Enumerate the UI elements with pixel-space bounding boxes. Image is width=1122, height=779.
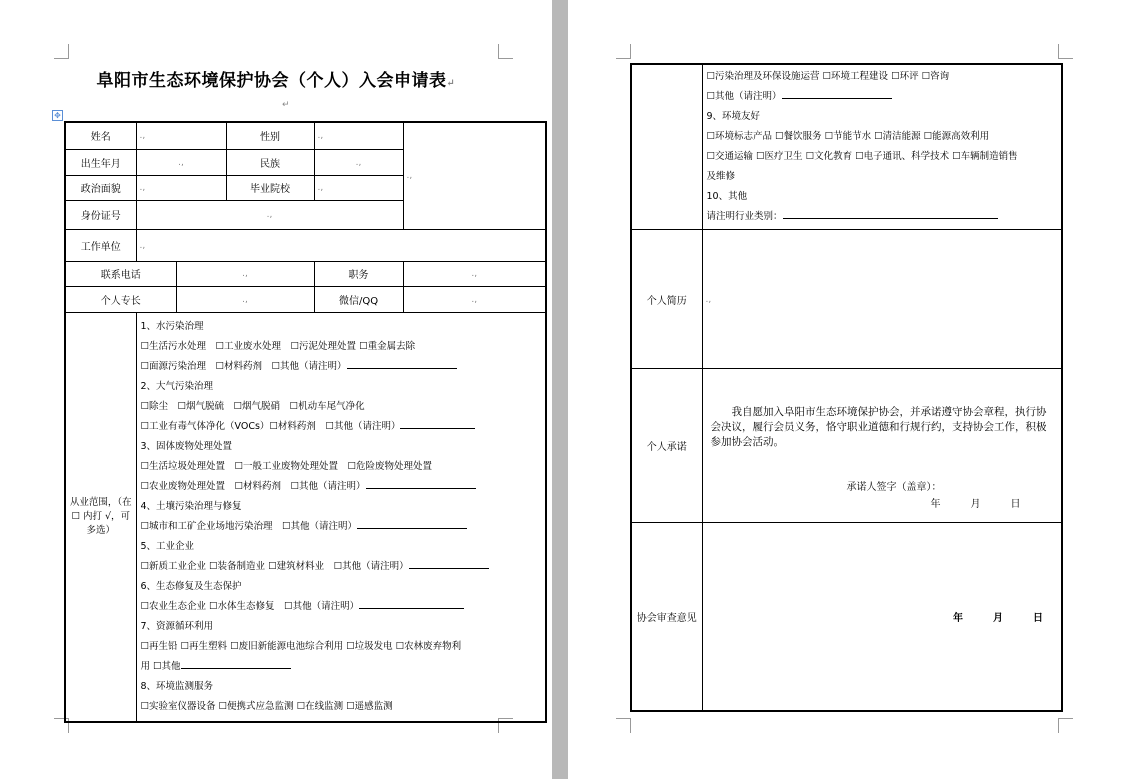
commitment-text: 我自愿加入阜阳市生态环境保护协会，并承诺遵守协会章程，执行协会决议，履行会员义务，恪守职业道德和行规行约，支持协会工作，积极参加协会活动。 [710,406,1047,448]
application-form-table [64,121,547,723]
name-label: 姓名 [65,122,136,149]
crop-mark [616,718,631,733]
crop-mark [616,44,631,59]
scope-option-line[interactable]: ☐生活污水处理 ☐工业废水处理 ☐污泥处理处置 ☐重金属去除 [140,340,416,352]
fill-in-blank[interactable] [783,208,998,219]
crop-mark [1058,718,1073,733]
scope-option-line[interactable]: ☐污染治理及环保设施运营 ☐环境工程建设 ☐环评 ☐咨询 [706,71,950,82]
political-field[interactable]: ., [136,175,226,200]
scope-option-line[interactable]: 10、其他 [706,191,748,202]
scope-option-line[interactable]: 2、大气污染治理 [140,380,214,392]
commitment-field[interactable] [702,369,1062,523]
scope-options[interactable] [136,312,546,722]
school-label: 毕业院校 [226,175,314,200]
scope-option-line[interactable]: ☐实验室仪器设备 ☐便携式应急监测 ☐在线监测 ☐遥感监测 [140,700,393,712]
fill-in-blank[interactable] [181,658,291,669]
scope-option-line[interactable]: 及维修 [706,171,736,182]
scope-options-continued[interactable] [702,64,1062,230]
scope-option-line[interactable]: ☐环境标志产品 ☐餐饮服务 ☐节能节水 ☐清洁能源 ☐能源高效利用 [706,131,990,142]
resume-field[interactable]: ., [702,230,1062,369]
resume-label: 个人简历 [631,230,702,369]
commitment-date: 年 月 日 [930,499,1021,510]
political-label: 政治面貌 [65,175,136,200]
scope-option-line[interactable]: 6、生态修复及生态保护 [140,580,242,592]
fill-in-blank[interactable] [782,88,892,99]
gender-field[interactable]: ., [314,122,403,149]
wechat-label: 微信/QQ [314,286,403,312]
review-label: 协会审查意见 [631,523,702,711]
scope-option-line[interactable]: ☐新质工业企业 ☐装备制造业 ☐建筑材料业 ☐其他（请注明） [141,557,542,577]
scope-option-line[interactable]: ☐再生铅 ☐再生塑料 ☐废旧新能源电池综合利用 ☐垃圾发电 ☐农林废弃物利 [140,640,462,652]
scope-option-line[interactable]: ☐面源污染治理 ☐材料药剂 ☐其他（请注明） [141,357,542,377]
review-field[interactable] [702,523,1062,711]
position-label: 职务 [314,261,403,286]
scope-option-line[interactable]: 8、环境监测服务 [140,680,214,692]
scope-option-line[interactable]: ☐农业生态企业 ☐水体生态修复 ☐其他（请注明） [141,597,542,617]
school-field[interactable]: ., [314,175,403,200]
id-label: 身份证号 [65,200,136,229]
scope-option-line[interactable]: 3、固体废物处理处置 [140,440,233,452]
fill-in-blank[interactable] [409,558,489,569]
fill-in-blank[interactable] [357,518,467,529]
scope-continued-label [631,64,702,230]
birth-label: 出生年月 [65,149,136,175]
photo-cell[interactable]: ., [403,122,546,229]
scope-label: 从业范围，（在 ☐ 内打 √，可多选） [65,312,136,722]
position-field[interactable]: ., [403,261,546,286]
wechat-field[interactable]: ., [403,286,546,312]
scope-option-line[interactable]: ☐生活垃圾处理处置 ☐一般工业废物处理处置 ☐危险废物处理处置 [140,460,433,472]
scope-option-line[interactable]: ☐城市和工矿企业场地污染治理 ☐其他（请注明） [141,517,542,537]
paragraph-mark: ↵ [282,100,290,110]
id-field[interactable]: ., [136,200,403,229]
name-field[interactable]: ., [136,122,226,149]
scope-option-line[interactable]: 请注明行业类别： [707,207,1058,227]
work-label: 工作单位 [65,229,136,261]
ethnicity-label: 民族 [226,149,314,175]
document-page-2 [568,0,1122,779]
page-title: 阜阳市生态环境保护协会（个人）入会申请表↵ [96,71,456,91]
work-field[interactable]: ., [136,229,546,261]
scope-option-line[interactable]: ☐农业废物处理处置 ☐材料药剂 ☐其他（请注明） [141,477,542,497]
scope-options-continued-list [707,67,1058,227]
scope-option-line[interactable]: 4、土壤污染治理与修复 [140,500,242,512]
gender-label: 性别 [226,122,314,149]
phone-label: 联系电话 [65,261,176,286]
specialty-field[interactable]: ., [176,286,314,312]
scope-option-line[interactable]: ☐工业有毒气体净化（VOCs）☐材料药剂 ☐其他（请注明） [141,417,542,437]
document-page-1 [0,0,552,779]
page-gap [552,0,568,779]
scope-option-line[interactable]: 1、水污染治理 [140,320,204,332]
scope-option-line[interactable]: 9、环境友好 [706,111,761,122]
scope-option-line[interactable]: 用 ☐其他 [141,657,542,677]
fill-in-blank[interactable] [347,358,457,369]
table-move-handle-icon[interactable]: ✥ [52,110,63,121]
ethnicity-field[interactable]: ., [314,149,403,175]
review-date: 年 月 日 [953,612,1043,624]
scope-option-line[interactable]: 7、资源循环利用 [140,620,214,632]
crop-mark [54,44,69,59]
specialty-label: 个人专长 [65,286,176,312]
scope-option-line[interactable]: ☐除尘 ☐烟气脱硫 ☐烟气脱硝 ☐机动车尾气净化 [140,400,365,412]
fill-in-blank[interactable] [359,598,464,609]
crop-mark [498,44,513,59]
scope-option-line[interactable]: ☐交通运输 ☐医疗卫生 ☐文化教育 ☐电子通讯、科学技术 ☐车辆制造销售 [706,151,1018,162]
crop-mark [1058,44,1073,59]
signature-line: 承诺人签字（盖章）： [846,482,942,493]
scope-option-line[interactable]: 5、工业企业 [140,540,195,552]
birth-field[interactable]: ., [136,149,226,175]
scope-option-line[interactable]: ☐其他（请注明） [707,87,1058,107]
application-form-table-continued [630,63,1063,712]
fill-in-blank[interactable] [400,418,475,429]
commitment-label: 个人承诺 [631,369,702,523]
fill-in-blank[interactable] [366,478,476,489]
phone-field[interactable]: ., [176,261,314,286]
scope-options-list [141,317,542,717]
